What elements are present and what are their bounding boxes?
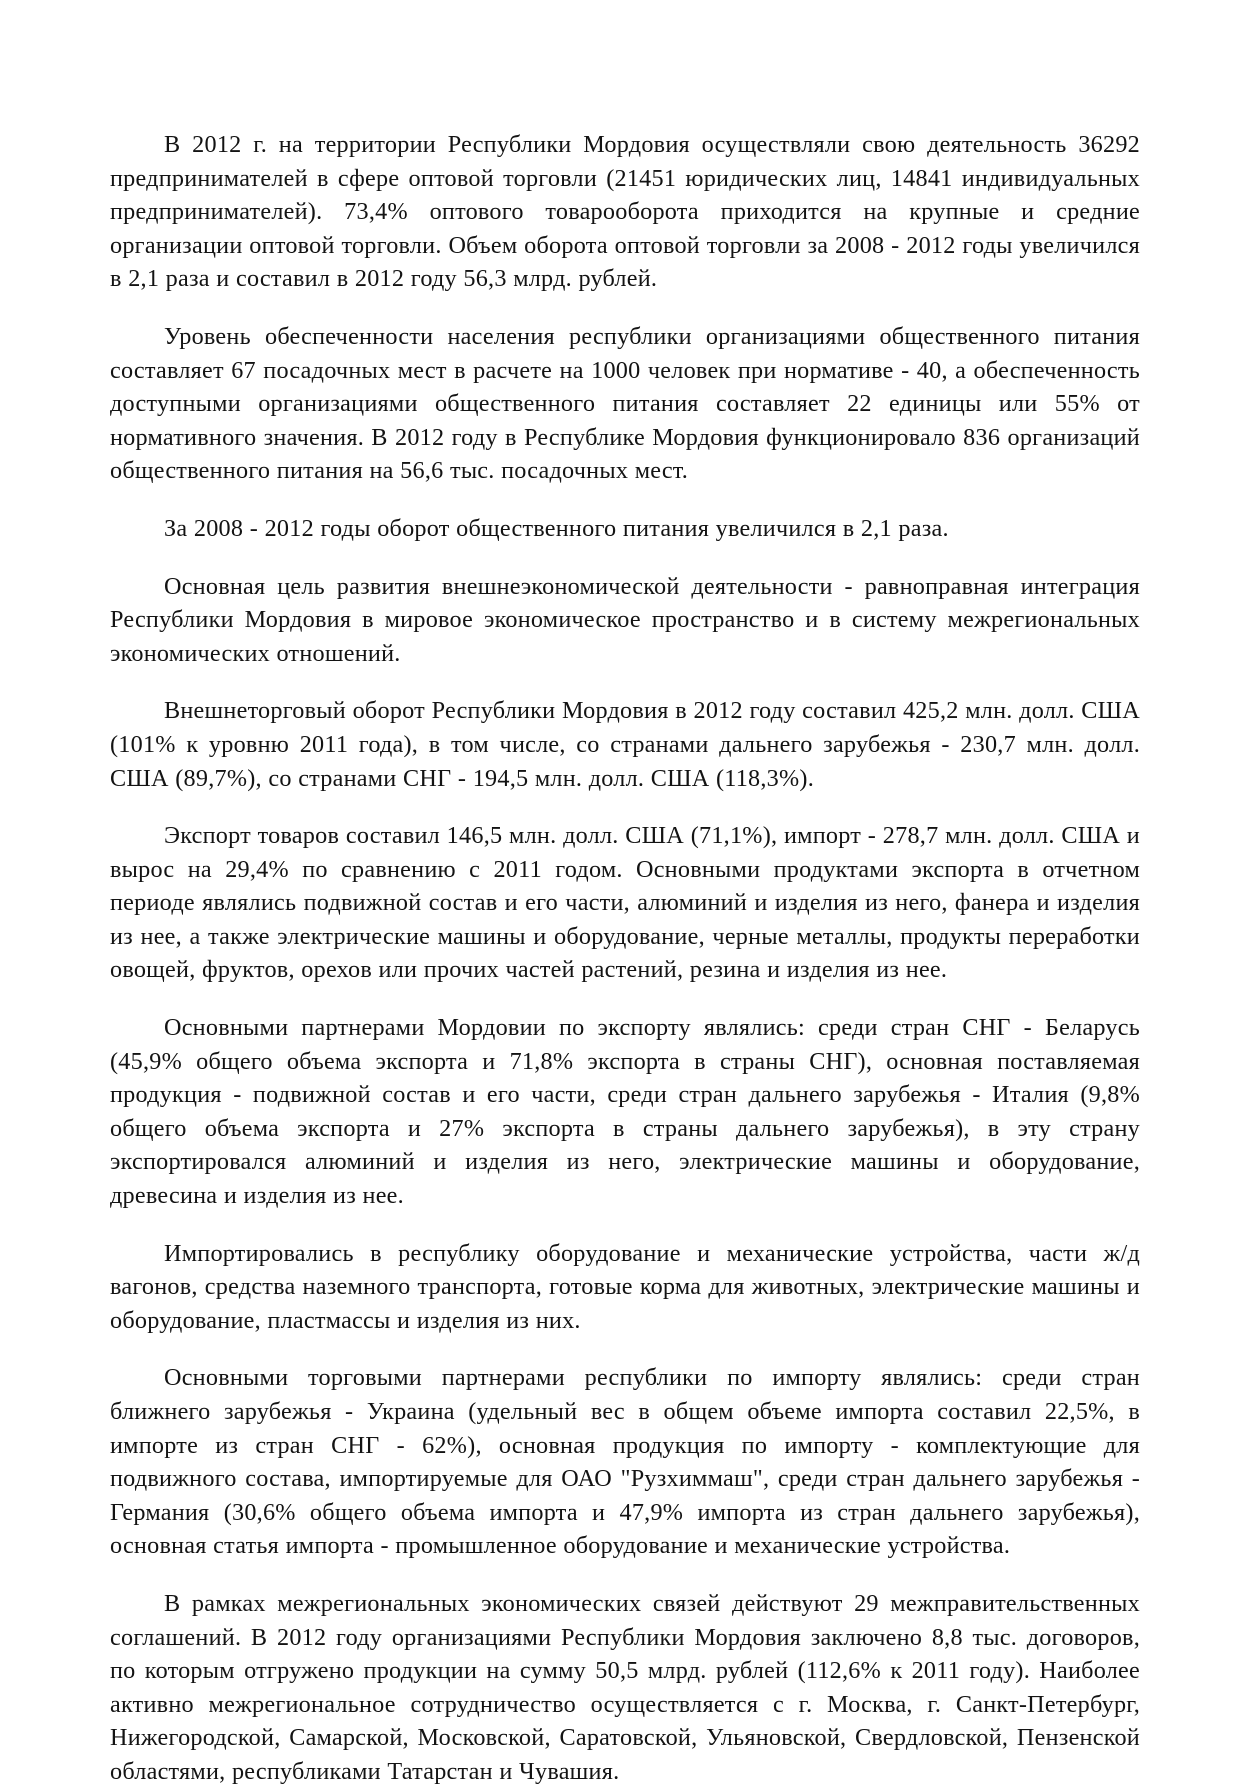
paragraph-export-partners: Основными партнерами Мордовии по экспорту являлись: среди стран СНГ - Беларусь (45,9% общего объема экспорта и 71,8% экспорта в страны СНГ), основная поставляемая продукция - подвижной состав и его части, среди стран дальнего зарубежья - Италия (9,8% общего объема экспорта и 27% экспорта в страны дальнего зарубежья), в эту страну экспортировался алюминий и изделия из него, электрические машины и оборудование, древесина и изделия из нее. (110, 1014, 1140, 1210)
paragraph-wholesale-trade: В 2012 г. на территории Республики Мордовия осуществляли свою деятельность 36292 предпринимателей в сфере оптовой торговли (21451 юридических лиц, 14841 индивидуальных предпринимателей). 73,4% оптового товарооборота приходится на крупные и средние организации оптовой торговли. Объем оборота оптовой торговли за 2008 - 2012 годы увеличился в 2,1 раза и составил в 2012 году 56,3 млрд. рублей. (110, 131, 1140, 293)
paragraph-foreign-economic-goal: Основная цель развития внешнеэкономической деятельности - равноправная интеграция Республики Мордовия в мировое экономическое пространство и в систему межрегиональных экономических отношений. (110, 572, 1140, 667)
paragraph-import-partners: Основными торговыми партнерами республики по импорту являлись: среди стран ближнего зарубежья - Украина (удельный вес в общем объеме импорта составил 22,5%, в импорте из стран СНГ - 62%), основная продукция по импорту - комплектующие для подвижного состава, импортируемые для ОАО "Рузхиммаш", среди стран дальнего зарубежья - Германия (30,6% общего объема импорта и 47,9% импорта из стран дальнего зарубежья), основная статья импорта - промышленное оборудование и механические устройства. (110, 1364, 1140, 1560)
paragraph-catering-turnover: За 2008 - 2012 годы оборот общественного питания увеличился в 2,1 раза. (164, 514, 949, 542)
paragraph-imported-goods: Импортировались в республику оборудование и механические устройства, части ж/д вагонов, средства наземного транспорта, готовые корма для животных, электрические машины и оборудование, пластмассы и изделия из них. (110, 1239, 1140, 1334)
paragraph-interregional-cooperation: В рамках межрегиональных экономических связей действуют 29 межправительственных соглашений. В 2012 году организациями Республики Мордовия заключено 8,8 тыс. договоров, по которым отгружено продукции на сумму 50,5 млрд. рублей (112,6% к 2011 году). Наиболее активно межрегиональное сотрудничество осуществляется с г. Москва, г. Санкт-Петербург, Нижегородской, Самарской, Московской, Саратовской, Ульяновской, Свердловской, Пензенской областями, республиками Татарстан и Чувашия. (110, 1589, 1140, 1785)
paragraph-export-import-volume: Экспорт товаров составил 146,5 млн. долл. США (71,1%), импорт - 278,7 млн. долл. США и вырос на 29,4% по сравнению с 2011 годом. Основными продуктами экспорта в отчетном периоде являлись подвижной состав и его части, алюминий и изделия из него, фанера и изделия из нее, а также электрические машины и оборудование, черные металлы, продукты переработки овощей, фруктов, орехов или прочих частей растений, резина и изделия из нее. (110, 822, 1140, 984)
paragraph-public-catering-provision: Уровень обеспеченности населения республики организациями общественного питания составляет 67 посадочных мест в расчете на 1000 человек при нормативе - 40, а обеспеченность доступными организациями общественного питания составляет 22 единицы или 55% от нормативного значения. В 2012 году в Республике Мордовия функционировало 836 организаций общественного питания на 56,6 тыс. посадочных мест. (110, 322, 1140, 485)
paragraph-foreign-trade-turnover: Внешнеторговый оборот Республики Мордовия в 2012 году составил 425,2 млн. долл. США (101% к уровню 2011 года), в том числе, со странами дальнего зарубежья - 230,7 млн. долл. США (89,7%), со странами СНГ - 194,5 млн. долл. США (118,3%). (110, 697, 1140, 792)
document-body (110, 128, 1140, 1789)
